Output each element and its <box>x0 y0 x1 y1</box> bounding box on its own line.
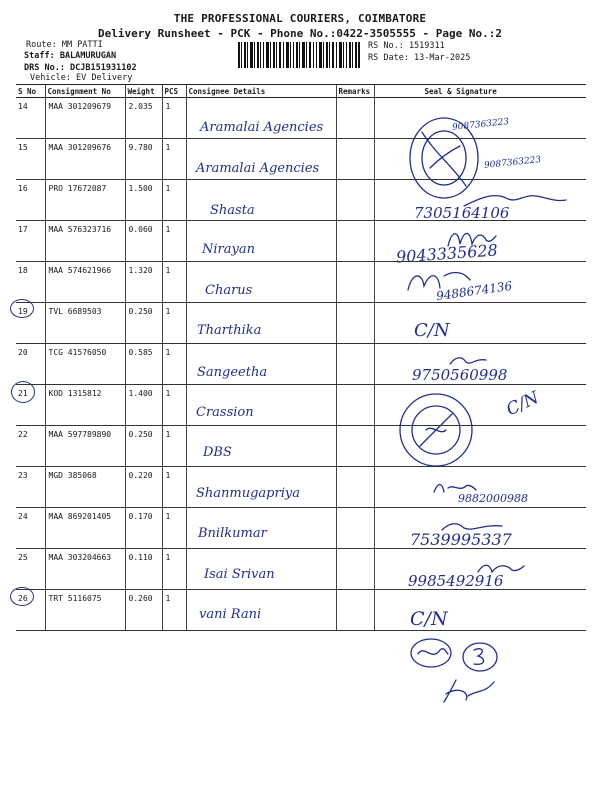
row-weight: 1.320 <box>125 262 162 303</box>
row-consignment: TRT 5116075 <box>45 590 125 631</box>
handwritten-consignee: Charus <box>205 283 253 298</box>
row-sno: 25 <box>16 549 45 590</box>
row-weight: 0.170 <box>125 508 162 549</box>
handwritten-signature: 9985492916 <box>408 572 504 590</box>
row-sno: 18 <box>16 262 45 303</box>
row-remarks <box>336 344 374 385</box>
row-consignment: MAA 301209679 <box>45 98 125 139</box>
col-consignee: Consignee Details <box>186 85 336 98</box>
handwritten-signature: 9087363223 <box>483 155 542 171</box>
handwritten-signature: C/N <box>503 387 543 421</box>
row-consignment: MAA 576323716 <box>45 221 125 262</box>
company-title: THE PROFESSIONAL COURIERS, COIMBATORE <box>173 12 427 25</box>
row-weight: 0.110 <box>125 549 162 590</box>
handwritten-consignee: Nirayan <box>202 242 255 257</box>
row-remarks <box>336 139 374 180</box>
row-pcs: 1 <box>162 344 186 385</box>
row-remarks <box>336 508 374 549</box>
row-sno: 22 <box>16 426 45 467</box>
handwritten-consignee: Bnilkumar <box>198 526 267 541</box>
row-consignment: MAA 301209676 <box>45 139 125 180</box>
row-pcs: 1 <box>162 262 186 303</box>
handwritten-consignee: Sangeetha <box>197 365 268 380</box>
row-consignee <box>186 180 336 221</box>
row-weight: 0.585 <box>125 344 162 385</box>
row-weight: 0.260 <box>125 590 162 631</box>
row-sno: 16 <box>16 180 45 221</box>
row-sno: 24 <box>16 508 45 549</box>
circled-serial-26 <box>10 587 34 606</box>
row-weight: 0.250 <box>125 303 162 344</box>
table-row <box>16 221 586 262</box>
row-pcs: 1 <box>162 98 186 139</box>
signature-scribble-row20 <box>448 352 488 368</box>
row-weight: 0.220 <box>125 467 162 508</box>
col-sno: S No <box>16 85 45 98</box>
row-sno: 19 <box>16 303 45 344</box>
handwritten-consignee: Shasta <box>210 203 255 218</box>
row-remarks <box>336 467 374 508</box>
row-consignment: TVL 6689503 <box>45 303 125 344</box>
bottom-scribble-1 <box>408 636 454 670</box>
row-sno: 14 <box>16 98 45 139</box>
signature-scribble-row24 <box>440 520 504 534</box>
handwritten-consignee: Crassion <box>196 405 254 420</box>
handwritten-signature: 9087363223 <box>451 117 510 133</box>
handwritten-signature: C/N <box>414 320 450 341</box>
row-consignment: MAA 303204663 <box>45 549 125 590</box>
handwritten-signature: C/N <box>410 608 448 630</box>
row-sno: 20 <box>16 344 45 385</box>
barcode <box>238 42 360 68</box>
drs-label: DRS No.: DCJB151931102 <box>24 63 137 73</box>
table-row <box>16 303 586 344</box>
table-row <box>16 385 586 426</box>
rs-no-label: RS No.: 1519311 <box>368 41 445 51</box>
row-pcs: 1 <box>162 549 186 590</box>
row-signature <box>374 303 586 344</box>
row-pcs: 1 <box>162 180 186 221</box>
row-remarks <box>336 221 374 262</box>
row-remarks <box>336 262 374 303</box>
row-remarks <box>336 590 374 631</box>
row-pcs: 1 <box>162 508 186 549</box>
signature-scribble-row16 <box>460 188 570 212</box>
row-sno: 23 <box>16 467 45 508</box>
row-consignment: MAA 574621966 <box>45 262 125 303</box>
handwritten-consignee: vani Rani <box>199 607 262 622</box>
row-weight: 0.060 <box>125 221 162 262</box>
row-remarks <box>336 303 374 344</box>
table-header-row <box>16 85 586 98</box>
row-pcs: 1 <box>162 590 186 631</box>
row-pcs: 1 <box>162 385 186 426</box>
handwritten-consignee: Aramalai Agencies <box>196 161 320 176</box>
rs-date-label: RS Date: 13-Mar-2025 <box>368 53 471 63</box>
company-seal-row21 <box>396 390 476 470</box>
row-sno: 26 <box>16 590 45 631</box>
row-consignment: KOD 1315812 <box>45 385 125 426</box>
handwritten-consignee: Shanmugapriya <box>196 486 300 501</box>
signature-scribble-row17 <box>446 226 498 248</box>
row-consignment: TCG 41576050 <box>45 344 125 385</box>
bottom-scribble-3 <box>440 676 496 706</box>
handwritten-consignee: Aramalai Agencies <box>200 120 324 135</box>
row-pcs: 1 <box>162 221 186 262</box>
signature-scribble-row23 <box>432 480 478 496</box>
circled-serial-19 <box>10 299 34 318</box>
signature-scribble-row25 <box>476 560 526 576</box>
row-weight: 1.400 <box>125 385 162 426</box>
staff-label: Staff: BALAMURUGAN <box>24 51 117 61</box>
handwritten-signature: 7539995337 <box>410 530 512 549</box>
signature-scribble-row18 <box>404 266 474 296</box>
row-pcs: 1 <box>162 426 186 467</box>
row-remarks <box>336 549 374 590</box>
handwritten-signature: 9750560998 <box>412 366 508 384</box>
row-sno: 21 <box>16 385 45 426</box>
handwritten-consignee: Isai Srivan <box>204 567 275 582</box>
row-consignment: MGD 385068 <box>45 467 125 508</box>
table-row <box>16 590 586 631</box>
vehicle-label: Vehicle: EV Delivery <box>30 73 133 83</box>
row-pcs: 1 <box>162 467 186 508</box>
circled-serial-21 <box>11 381 35 403</box>
row-sno: 17 <box>16 221 45 262</box>
row-remarks <box>336 180 374 221</box>
row-remarks <box>336 385 374 426</box>
col-consignment: Consignment No <box>45 85 125 98</box>
row-consignment: MAA 869201405 <box>45 508 125 549</box>
row-consignment: MAA 597789890 <box>45 426 125 467</box>
handwritten-consignee: DBS <box>203 445 232 460</box>
col-pcs: PCS <box>162 85 186 98</box>
bottom-scribble-2 <box>460 640 500 674</box>
handwritten-signature: 7305164106 <box>414 204 510 222</box>
col-remarks: Remarks <box>336 85 374 98</box>
row-sno: 15 <box>16 139 45 180</box>
handwritten-consignee: Tharthika <box>197 323 262 338</box>
row-consignment: PRO 17672087 <box>45 180 125 221</box>
row-weight: 1.500 <box>125 180 162 221</box>
handwritten-signature: 9882000988 <box>458 492 528 505</box>
row-weight: 0.250 <box>125 426 162 467</box>
row-pcs: 1 <box>162 303 186 344</box>
runsheet-subtitle: Delivery Runsheet - PCK - Phone No.:0422-3505555 - Page No.:2 <box>98 27 502 40</box>
row-weight: 9.780 <box>125 139 162 180</box>
row-signature <box>374 590 586 631</box>
row-weight: 2.035 <box>125 98 162 139</box>
table-row <box>16 426 586 467</box>
col-weight: Weight <box>125 85 162 98</box>
row-pcs: 1 <box>162 139 186 180</box>
row-remarks <box>336 426 374 467</box>
route-label: Route: MM PATTI <box>26 40 103 50</box>
row-remarks <box>336 98 374 139</box>
handwritten-signature: 9043335628 <box>395 240 499 267</box>
col-seal-signature: Seal & Signature <box>374 85 586 98</box>
handwritten-signature: 9488674136 <box>435 278 513 304</box>
